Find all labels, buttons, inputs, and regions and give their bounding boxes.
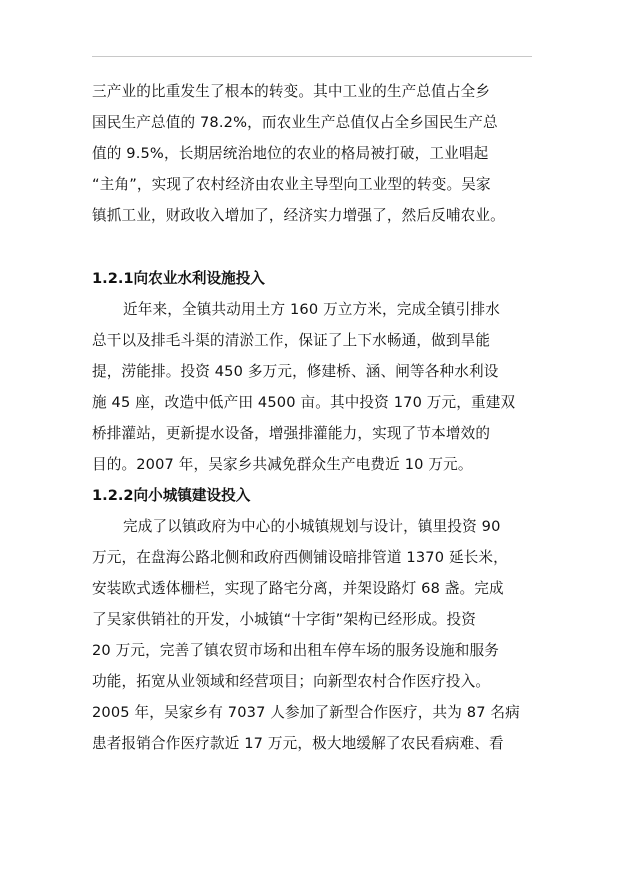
text-line: 了吴家供销社的开发，小城镇“十字街”架构已经形成。投资 — [92, 611, 477, 628]
text-line: 万元，在盘海公路北侧和政府西侧铺设暗排管道 1370 延长米， — [92, 549, 508, 566]
paragraph-gap — [92, 231, 532, 263]
text-line: 目的。2007 年，吴家乡共减免群众生产电费近 10 万元。 — [92, 456, 473, 473]
paragraph-economic-structure — [92, 76, 532, 231]
section-water-conservancy — [92, 263, 532, 480]
text-line: 患者报销合作医疗款近 17 万元，极大地缓解了农民看病难、看 — [92, 735, 504, 752]
text-line: 提，涝能排。投资 450 多万元，修建桥、涵、闸等各种水利设 — [92, 363, 499, 380]
text-line: 总干以及排毛斗渠的清淤工作，保证了上下水畅通，做到旱能 — [92, 332, 491, 349]
section-heading: 1.2.2向小城镇建设投入 — [92, 487, 251, 504]
text-line: 施 45 座，改造中低产田 4500 亩。其中投资 170 万元，重建双 — [92, 394, 516, 411]
text-line: 安装欧式透体栅栏，实现了路宅分离，并架设路灯 68 盏。完成 — [92, 580, 504, 597]
page-header-rule — [92, 56, 532, 57]
text-line: 镇抓工业，财政收入增加了，经济实力增强了，然后反哺农业。 — [92, 207, 505, 224]
text-line: 国民生产总值的 78.2%，而农业生产总值仅占全乡国民生产总 — [92, 114, 498, 131]
text-line: 值的 9.5%，长期居统治地位的农业的格局被打破，工业唱起 — [92, 145, 489, 162]
section-small-town-construction — [92, 480, 532, 759]
text-line: 完成了以镇政府为中心的小城镇规划与设计，镇里投资 90 — [123, 518, 501, 535]
text-line: 20 万元，完善了镇农贸市场和出租车停车场的服务设施和服务 — [92, 642, 499, 659]
text-line: 2005 年，吴家乡有 7037 人参加了新型合作医疗，共为 87 名病 — [92, 704, 520, 721]
document-body — [92, 76, 532, 759]
text-line: 桥排灌站，更新提水设备，增强排灌能力，实现了节本增效的 — [92, 425, 491, 442]
section-heading: 1.2.1向农业水利设施投入 — [92, 270, 265, 287]
text-line: “主角”，实现了农村经济由农业主导型向工业型的转变。吴家 — [92, 176, 491, 193]
text-line: 功能，拓宽从业领域和经营项目；向新型农村合作医疗投入。 — [92, 673, 491, 690]
text-line: 近年来，全镇共动用土方 160 万立方米，完成全镇引排水 — [123, 301, 500, 318]
text-line: 三产业的比重发生了根本的转变。其中工业的生产总值占全乡 — [92, 83, 491, 100]
